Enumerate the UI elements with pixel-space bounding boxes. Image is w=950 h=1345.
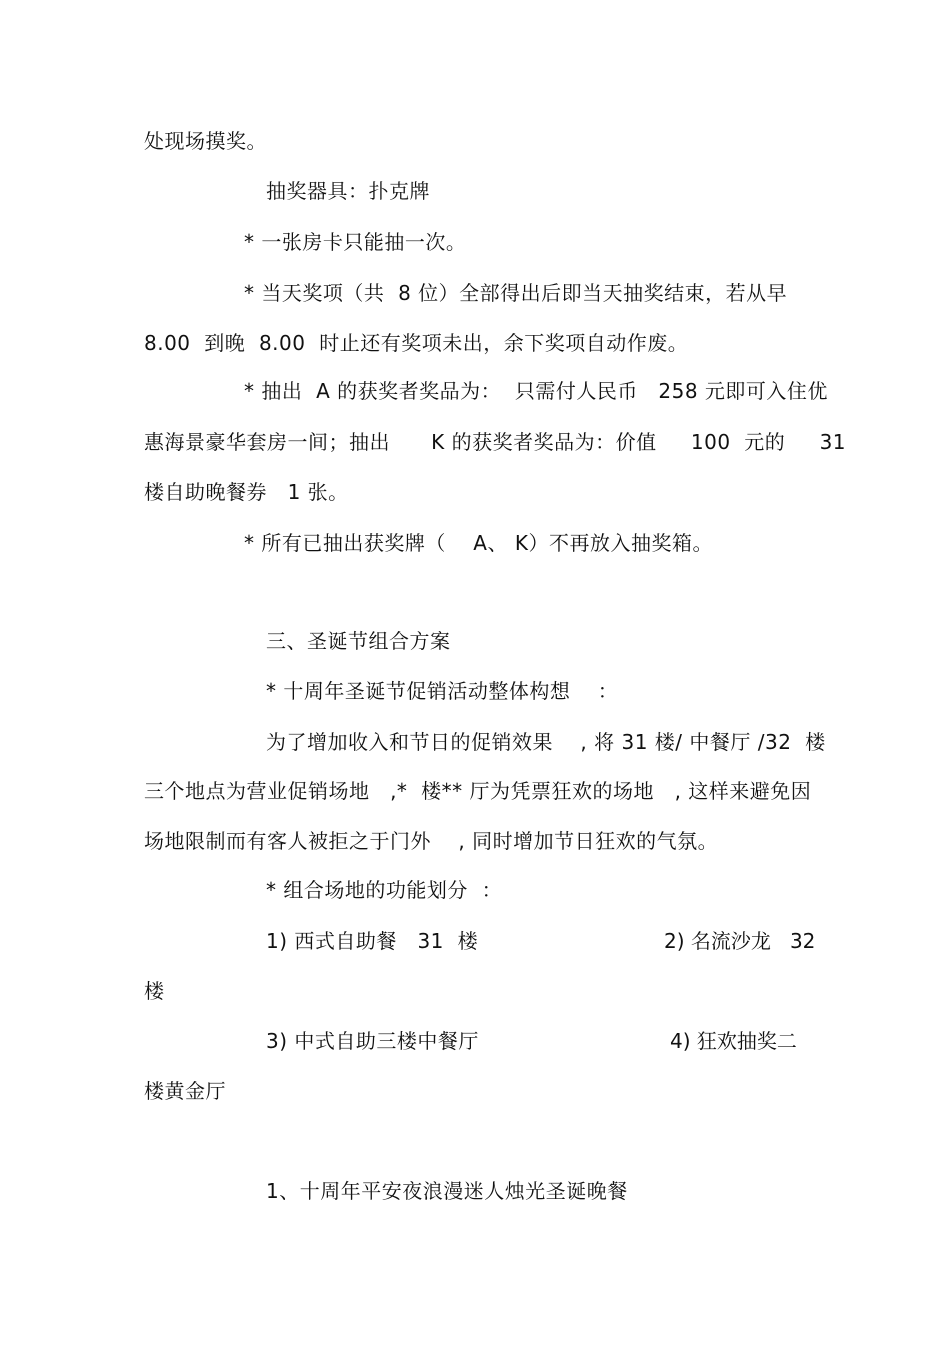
- paragraph-line: 楼: [144, 979, 165, 1003]
- paragraph-line: 惠海景豪华套房一间；抽出 K 的获奖者奖品为：价值 100 元的 31: [144, 430, 847, 454]
- paragraph-line: 处现场摸奖。: [144, 129, 267, 153]
- paragraph-line: 楼黄金厅: [144, 1079, 226, 1103]
- paragraph-line: * 当天奖项（共 8 位）全部得出后即当天抽奖结束，若从早: [244, 281, 788, 305]
- venue-item: 3) 中式自助三楼中餐厅: [266, 1029, 479, 1053]
- paragraph-line: 楼自助晚餐券 1 张。: [144, 480, 349, 504]
- venue-item: 2) 名流沙龙 32: [664, 929, 816, 953]
- venue-item: 4) 狂欢抽奖二: [670, 1029, 797, 1053]
- section-heading: 1、十周年平安夜浪漫迷人烛光圣诞晚餐: [266, 1179, 628, 1203]
- section-heading: 三、圣诞节组合方案: [266, 629, 451, 653]
- paragraph-line: * 十周年圣诞节促销活动整体构想 ：: [266, 679, 619, 703]
- paragraph-line: 抽奖器具：扑克牌: [266, 179, 430, 203]
- paragraph-line: * 抽出 A 的获奖者奖品为： 只需付人民币 258 元即可入住优: [244, 379, 828, 403]
- paragraph-line: 场地限制而有客人被拒之于门外 , 同时增加节日狂欢的气氛。: [144, 829, 719, 853]
- paragraph-line: 三个地点为营业促销场地 ,* 楼** 厅为凭票狂欢的场地 , 这样来避免因: [144, 779, 812, 803]
- paragraph-line: * 所有已抽出获奖牌（ A、 K）不再放入抽奖箱。: [244, 531, 713, 555]
- paragraph-line: 8.00 到晚 8.00 时止还有奖项未出，余下奖项自动作废。: [144, 331, 689, 355]
- paragraph-line: * 组合场地的功能划分 ：: [266, 878, 503, 902]
- venue-item: 1) 西式自助餐 31 楼: [266, 929, 479, 953]
- paragraph-line: 为了增加收入和节日的促销效果 , 将 31 楼/ 中餐厅 /32 楼: [266, 730, 826, 754]
- paragraph-line: * 一张房卡只能抽一次。: [244, 230, 467, 254]
